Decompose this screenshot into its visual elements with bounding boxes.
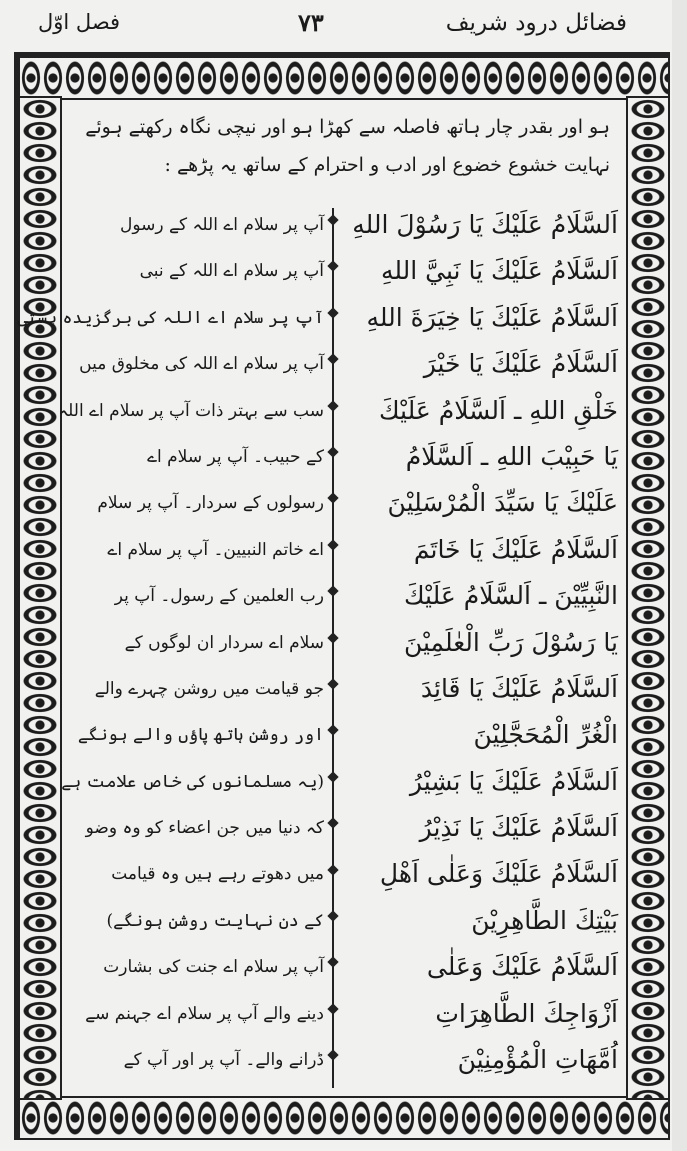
intro-paragraph: ہو اور بقدر چار ہاتھ فاصلہ سے کھڑا ہو اور نیچی نگاہ رکھتے ہوئے نہایت خشوع خضوع اور ادب و احترام کے ساتھ یہ پڑھے : [85, 116, 610, 176]
divider-dot [327, 725, 338, 736]
divider-dot [327, 771, 338, 782]
chain-border-bottom [18, 1096, 670, 1140]
divider-dot [327, 354, 338, 365]
urdu-line: کے حبیب۔ آپ پر سلام اے [147, 446, 324, 467]
arabic-line: اَلسَّلَامُ عَلَيْكَ وَعَلٰى اَهْلِ [379, 859, 618, 889]
urdu-line: سب سے بہتر ذات آپ پر سلام اے اللہ [58, 400, 324, 421]
divider-dot [327, 632, 338, 643]
arabic-salutation-column [344, 202, 618, 1083]
arabic-line: اَلسَّلَامُ عَلَيْكَ وَعَلٰى [426, 952, 618, 982]
chain-border-right [626, 96, 670, 1100]
page-header [0, 6, 687, 54]
urdu-line: آپ پر سلام اے اللہ کی مخلوق میں [79, 354, 324, 375]
arabic-line: اَلسَّلَامُ عَلَيْكَ يَا خَيْرَ [423, 349, 618, 379]
urdu-line: آپ پر سلام اے اللہ کے نبی [139, 261, 324, 282]
arabic-line: خَلْقِ اللهِ ـ اَلسَّلَامُ عَلَيْكَ [378, 395, 618, 425]
urdu-translation-column [17, 202, 324, 1083]
divider-dot [327, 261, 338, 272]
arabic-line: اَلسَّلَامُ عَلَيْكَ يَا نَبِيَّ اللهِ [380, 256, 618, 286]
chapter-label: فصل اوّل [38, 10, 121, 34]
urdu-line: رب العلمین کے رسول۔ آپ پر [114, 586, 324, 607]
arabic-line: الْغُرِّ الْمُحَجَّلِيْنَ [473, 720, 618, 750]
urdu-line: آپ پر سلام اے جنت کی بشارت [103, 957, 324, 978]
arabic-line: اُمَّهَاتِ الْمُؤْمِنِيْنَ [457, 1045, 618, 1075]
urdu-line: اور روشن ہاتھ پاؤں والے ہونگے [77, 725, 324, 746]
page-edge [672, 0, 687, 1151]
arabic-line: يَا رَسُوْلَ رَبِّ الْعٰلَمِيْنَ [403, 627, 618, 657]
divider-dot [327, 1003, 338, 1014]
divider-dot [327, 586, 338, 597]
book-title: فضائل درود شریف [445, 10, 627, 36]
urdu-line: کے دن نہایت روشن ہونگے) [106, 910, 324, 931]
divider-dot [327, 1050, 338, 1061]
arabic-line: اَلسَّلَامُ عَلَيْكَ يَا خِيَرَةَ اللهِ [366, 302, 618, 332]
arabic-line: عَلَيْكَ يَا سَيِّدَ الْمُرْسَلِيْنَ [387, 488, 618, 518]
arabic-line: النَّبِيِّيْنَ ـ اَلسَّلَامُ عَلَيْكَ [403, 581, 618, 611]
urdu-line: آپ پر سلام اے اللہ کے رسول [120, 215, 324, 235]
page-number: ۷۳ [298, 8, 324, 37]
divider-dot [327, 539, 338, 550]
urdu-line: سلام اے سردار ان لوگوں کے [124, 632, 324, 653]
divider-dot [327, 678, 338, 689]
divider-dot [327, 818, 338, 829]
chain-border-top [18, 56, 670, 100]
arabic-line: اَزْوَاجِكَ الطَّاهِرَاتِ [435, 998, 618, 1028]
divider-dot [327, 864, 338, 875]
divider-dot [327, 446, 338, 457]
arabic-line: اَلسَّلَامُ عَلَيْكَ يَا قَائِدَ [420, 673, 618, 703]
urdu-line: رسولوں کے سردار۔ آپ پر سلام [97, 493, 324, 514]
column-divider [328, 208, 338, 1088]
urdu-line: کہ دنیا میں جن اعضاء کو وہ وضو [85, 818, 324, 839]
divider-dot [327, 400, 338, 411]
arabic-line: يَا حَبِيْبَ اللهِ ـ اَلسَّلَامُ [405, 441, 618, 471]
arabic-line: اَلسَّلَامُ عَلَيْكَ يَا نَذِيْرُ [419, 813, 618, 843]
divider-dot [327, 957, 338, 968]
divider-dot [327, 307, 338, 318]
urdu-line: میں دھوتے رہے ہیں وہ قیامت [111, 864, 324, 885]
arabic-line: بَيْتِكَ الطَّاهِرِيْنَ [471, 905, 618, 935]
urdu-line: آپ پر سلام اے اللہ کی برگزیدہ ہستی [17, 307, 324, 328]
urdu-line: اے خاتم النبیین۔ آپ پر سلام اے [107, 539, 324, 560]
divider-dot [327, 910, 338, 921]
chain-border-left [18, 96, 62, 1100]
divider-dot [327, 214, 338, 225]
arabic-line: اَلسَّلَامُ عَلَيْكَ يَا بَشِيْرُ [409, 766, 618, 796]
arabic-line: اَلسَّلَامُ عَلَيْكَ يَا خَاتَمَ [413, 534, 618, 564]
divider-dot [327, 493, 338, 504]
urdu-line: جو قیامت میں روشن چہرے والے [94, 678, 324, 699]
page-body [17, 98, 624, 1094]
urdu-line: (یہ مسلمانوں کی خاص علامت ہے [61, 771, 324, 792]
arabic-line: اَلسَّلَامُ عَلَيْكَ يَا رَسُوْلَ اللهِ [352, 210, 618, 239]
urdu-line: ڈرانے والے۔ آپ پر اور آپ کے [123, 1050, 324, 1071]
urdu-line: دینے والے آپ پر سلام اے جہنم سے [85, 1003, 324, 1024]
